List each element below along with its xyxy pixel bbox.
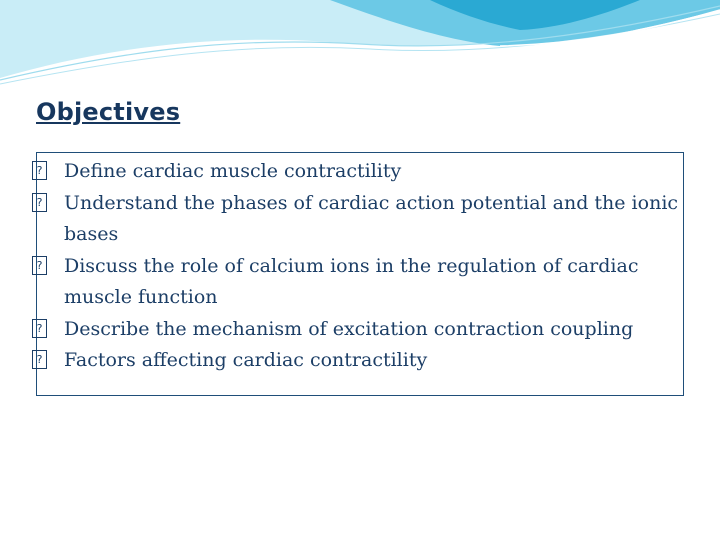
slide-title: Objectives [36, 98, 181, 126]
objective-text: Understand the phases of cardiac action potential and the ionic bases [64, 191, 679, 245]
bullet-glyph-icon: ? [32, 193, 47, 212]
header-wave-decoration [0, 0, 720, 90]
bullet-glyph-icon: ? [32, 256, 47, 275]
objective-item [32, 314, 682, 346]
bullet-glyph-icon: ? [32, 319, 47, 338]
objective-text: Define cardiac muscle contractility [64, 160, 402, 182]
bullet-glyph-icon: ? [32, 161, 47, 180]
objective-text: Discuss the role of calcium ions in the regulation of cardiac muscle function [64, 254, 639, 308]
objective-item [32, 156, 682, 188]
objective-item [32, 251, 682, 314]
bullet-glyph-icon: ? [32, 350, 47, 369]
objective-text: Describe the mechanism of excitation contraction coupling [64, 317, 634, 340]
objectives-list [32, 156, 682, 377]
objective-item [32, 188, 682, 251]
objective-text: Factors affecting cardiac contractility [64, 349, 428, 371]
objective-item [32, 345, 682, 377]
